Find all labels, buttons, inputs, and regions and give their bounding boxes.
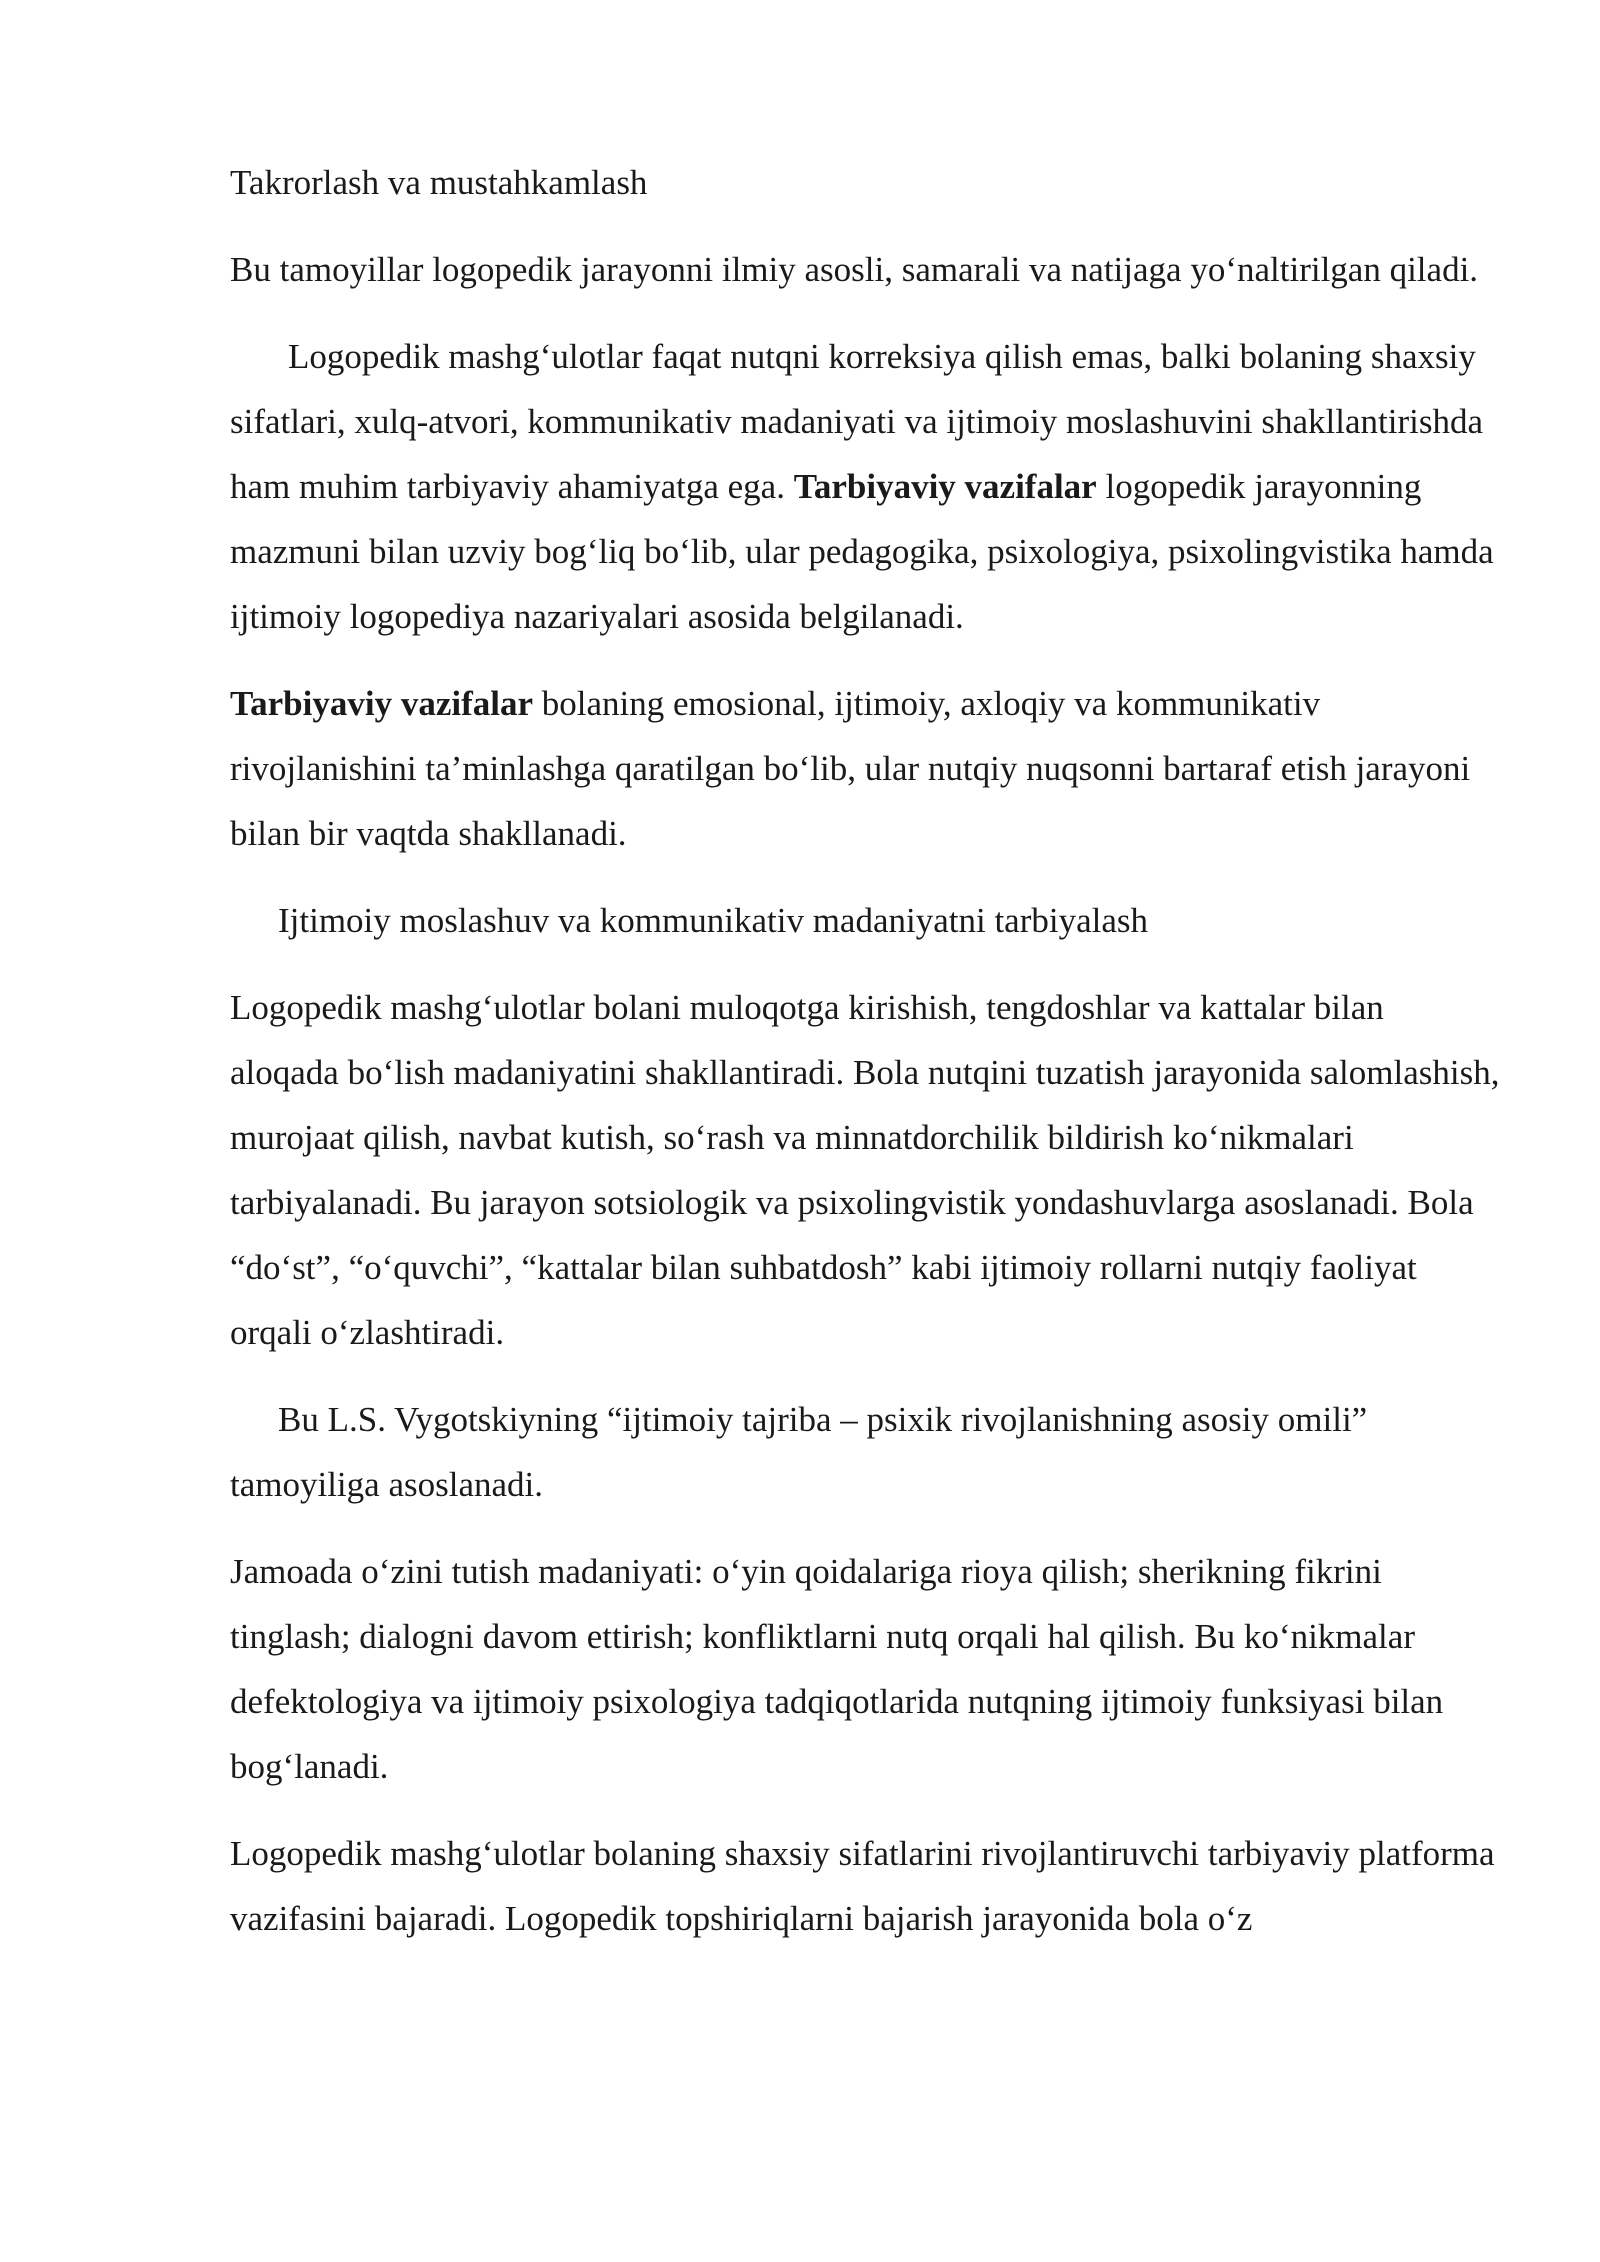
paragraph-vygotsky-principle: Bu L.S. Vygotskiyning “ijtimoiy tajriba – psixik rivojlanishning asosiy omili” tamoyiliga asoslanadi. (230, 1400, 1368, 1504)
paragraph-personal-qualities: Logopedik mashg‘ulotlar bolaning shaxsiy sifatlarini rivojlantiruvchi tarbiyaviy platforma vazifasini bajaradi. Logopedik topshiriqlarni bajarish jarayonida bola o‘z (230, 1834, 1495, 1938)
bold-term-educational-tasks: Tarbiyaviy vazifalar (793, 467, 1097, 506)
paragraph-text: logopedik jarayonning mazmuni bilan uzviy bog‘liq bo‘lib, ular pedagogika, psixologiya, psixolingvistika hamda ijtimoiy logopediya nazariyalari asosida belgilanadi. (230, 467, 1494, 636)
paragraph-educational-tasks (230, 671, 1500, 866)
paragraph-subheading-social-adaptation: Ijtimoiy moslashuv va kommunikativ madaniyatni tarbiyalash (278, 901, 1148, 940)
document-body (230, 150, 1500, 1973)
bold-term-educational-tasks: Tarbiyaviy vazifalar (230, 684, 534, 723)
paragraph-communication-culture: Logopedik mashg‘ulotlar bolani muloqotga kirishish, tengdoshlar va kattalar bilan aloqada bo‘lish madaniyatini shakllantiradi. Bola nutqini tuzatish jarayonida salomlashish, murojaat qilish, navbat kutish, so‘rash va minnatdorchilik bildirish ko‘nikmalari tarbiyalanadi. Bu jarayon sotsiologik va psixolingvistik yondashuvlarga asoslanadi. Bola “do‘st”, “o‘quvchi”, “kattalar bilan suhbatdosh” kabi ijtimoiy rollarni nutqiy faoliyat orqali o‘zlashtiradi. (230, 988, 1500, 1352)
paragraph-principles-summary: Bu tamoyillar logopedik jarayonni ilmiy asosli, samarali va natijaga yo‘naltirilgan qiladi. (230, 250, 1479, 289)
paragraph-heading-repetition: Takrorlash va mustahkamlash (230, 163, 648, 202)
paragraph-speech-sessions-intro (230, 324, 1500, 649)
paragraph-group-behavior: Jamoada o‘zini tutish madaniyati: o‘yin qoidalariga rioya qilish; sherikning fikrini tinglash; dialogni davom ettirish; konfliktlarni nutq orqali hal qilish. Bu ko‘nikmalar defektologiya va ijtimoiy psixologiya tadqiqotlarida nutqning ijtimoiy funksiyasi bilan bog‘lanadi. (230, 1552, 1444, 1786)
paragraph-text: Logopedik mashg‘ulotlar faqat nutqni korreksiya qilish emas, balki bolaning shaxsiy sifatlari, xulq-atvori, kommunikativ madaniyati va ijtimoiy moslashuvini shakllantirishda ham muhim tarbiyaviy ahamiyatga ega. (230, 337, 1483, 506)
paragraph-text: bolaning emosional, ijtimoiy, axloqiy va kommunikativ rivojlanishini ta’minlashga qaratilgan bo‘lib, ular nutqiy nuqsonni bartaraf etish jarayoni bilan bir vaqtda shakllanadi. (230, 684, 1471, 853)
